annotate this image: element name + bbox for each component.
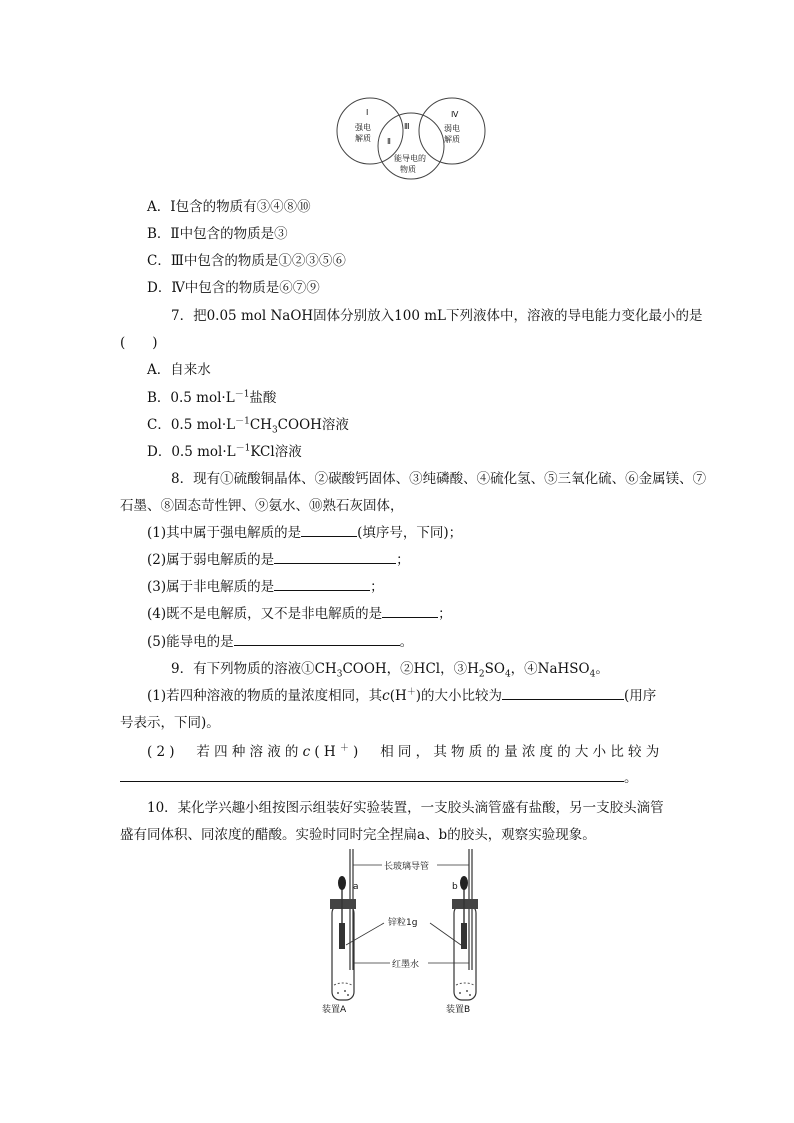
answer-blank[interactable] <box>274 576 370 591</box>
device-b <box>452 876 478 1000</box>
dropper-label-a: a <box>353 882 359 892</box>
venn-label-1b: 解质 <box>355 134 371 143</box>
q6-option-d: D．Ⅳ中包含的物质是⑥⑦⑨ <box>147 280 320 296</box>
answer-blank[interactable] <box>234 631 400 646</box>
device-a <box>330 876 356 1000</box>
q8-sub5: (5)能导电的是 。 <box>147 630 413 650</box>
q7-option-a: A．自来水 <box>147 362 211 378</box>
tube-label: 长玻璃导管 <box>384 862 430 872</box>
ink-label: 红墨水 <box>392 960 420 970</box>
stopper-a <box>330 899 356 909</box>
answer-blank[interactable] <box>382 603 438 618</box>
device-a-label: 装置A <box>322 1005 347 1015</box>
q6-option-a: A．Ⅰ包含的物质有③④⑧⑩ <box>147 199 311 215</box>
dropper-bulb-b <box>460 876 468 890</box>
q8-sub1: (1)其中属于强电解质的是 (填序号，下同)； <box>147 521 462 541</box>
venn-numeral-1: Ⅰ <box>366 108 369 117</box>
test-tube-a <box>332 905 354 1000</box>
q9-sub2: (2) 若四种溶液的c(H＋) 相同，其物质的量浓度的大小比较为 <box>147 743 664 760</box>
q9-stem: 9．有下列物质的溶液$①CH_3COOH$，②HCl，$③H_2SO_4$，④NaHSO$_4$。 <box>171 661 609 680</box>
test-tube-b <box>454 905 476 1000</box>
venn-diagram <box>333 95 493 185</box>
venn-label-3b: 物质 <box>400 165 416 174</box>
q9-sub1: (1)若四种溶液的物质的量浓度相同，其c(H＋)的大小比较为 (用序 <box>147 684 656 704</box>
answer-blank[interactable] <box>274 549 396 564</box>
q9-sub1-line2: 号表示，下同)。 <box>120 715 220 731</box>
q10-line1: 10．某化学兴趣小组按图示组装好实验装置，一支胶头滴管盛有盐酸，另一支胶头滴管 <box>147 800 664 816</box>
dropper-bulb-a <box>338 876 346 890</box>
q6-option-b: B．Ⅱ中包含的物质是③ <box>147 226 288 242</box>
q7-stem: 7．把0.05 mol NaOH固体分别放入100 mL下列液体中，溶液的导电能力变化最小的是 <box>171 308 703 324</box>
stopper-b <box>452 899 478 909</box>
dropper-label-b: b <box>452 882 458 892</box>
q7-option-b: B．0.5 $mol\cdot L^{-1}$盐酸 <box>147 389 277 406</box>
zinc-label: 锌粒1g <box>388 918 418 928</box>
q7-option-c: C．0.5 $mol\cdot L^{-1}CH_3COOH$溶液 <box>147 416 349 436</box>
device-b-label: 装置B <box>446 1005 471 1015</box>
venn-label-1a: 强电 <box>355 123 371 132</box>
answer-blank[interactable] <box>120 767 624 782</box>
q8-sub2: (2)属于弱电解质的是 ； <box>147 548 410 568</box>
q9-sub2-line2: 。 <box>120 766 638 786</box>
q8-stem-line2: 石墨、⑧固态苛性钾、⑨氨水、⑩熟石灰固体， <box>120 498 404 514</box>
venn-numeral-3: Ⅲ <box>404 122 410 131</box>
venn-label-4a: 弱电 <box>444 124 460 133</box>
venn-numeral-4: Ⅳ <box>451 110 459 119</box>
q8-stem-line1: 8．现有①硫酸铜晶体、②碳酸钙固体、③纯磷酸、④硫化氢、⑤三氧化硫、⑥金属镁、⑦ <box>171 471 707 487</box>
answer-blank[interactable] <box>301 522 357 537</box>
venn-numeral-2: Ⅱ <box>387 137 391 146</box>
venn-label-3a: 能导电的 <box>394 154 426 163</box>
venn-label-4b: 解质 <box>444 135 460 144</box>
q10-line2: 盛有同体积、同浓度的醋酸。实验时同时完全捏扁a、b的胶头，观察实验现象。 <box>120 827 596 843</box>
apparatus-diagram <box>318 845 498 1015</box>
answer-blank[interactable] <box>502 685 624 700</box>
q6-option-c: C．Ⅲ中包含的物质是①②③⑤⑥ <box>147 253 346 269</box>
q7-option-d: D．0.5 $mol\cdot L^{-1}KCl$溶液 <box>147 443 302 460</box>
q8-sub3: (3)属于非电解质的是 ； <box>147 575 384 595</box>
q8-sub4: (4)既不是电解质，又不是非电解质的是 ； <box>147 602 452 622</box>
q7-answer-paren: ( ) <box>120 335 158 351</box>
